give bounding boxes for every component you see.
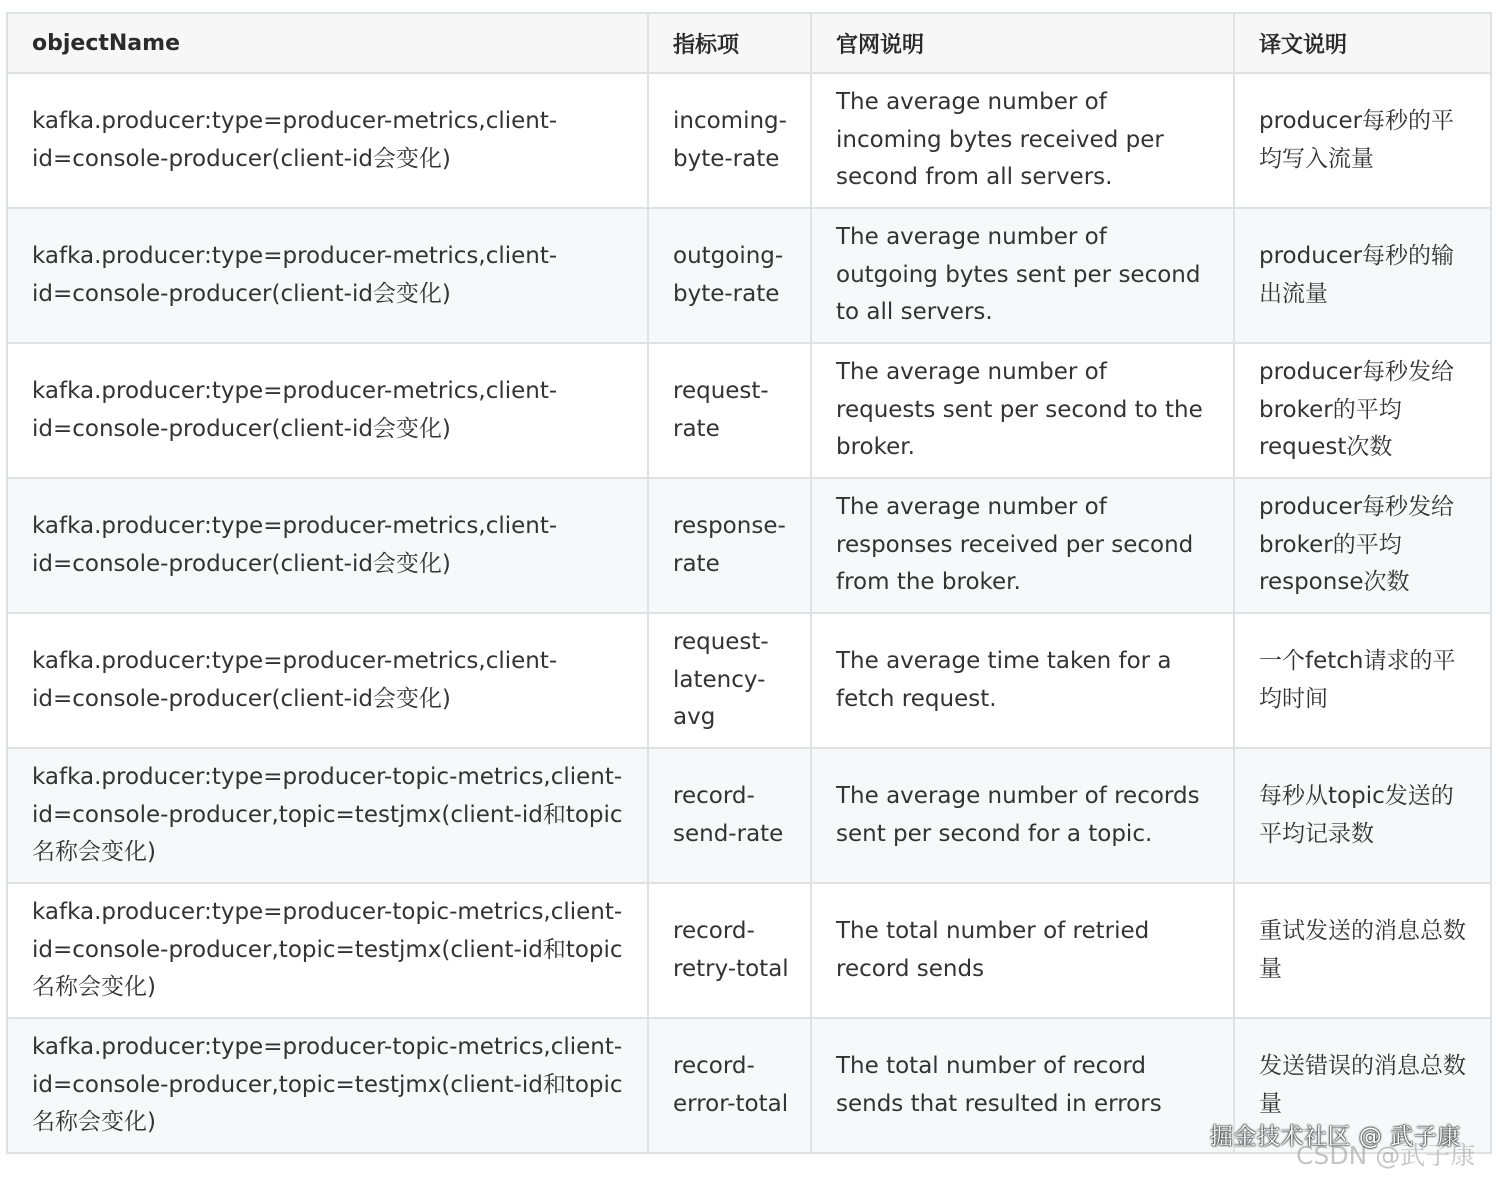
- cell-objectname: kafka.producer:type=producer-metrics,client-id=console-producer(client-id会变化): [7, 613, 648, 748]
- cell-official-description: The average number of records sent per second for a topic.: [811, 748, 1234, 883]
- table-row: [7, 478, 1491, 613]
- cell-objectname: kafka.producer:type=producer-metrics,client-id=console-producer(client-id会变化): [7, 343, 648, 478]
- cell-translation: producer每秒发给broker的平均response次数: [1234, 478, 1491, 613]
- cell-objectname: kafka.producer:type=producer-metrics,client-id=console-producer(client-id会变化): [7, 73, 648, 208]
- header-metric: 指标项: [648, 13, 811, 73]
- cell-translation: 每秒从topic发送的平均记录数: [1234, 748, 1491, 883]
- header-translation: 译文说明: [1234, 13, 1491, 73]
- cell-metric: request-rate: [648, 343, 811, 478]
- cell-translation: 一个fetch请求的平均时间: [1234, 613, 1491, 748]
- cell-objectname: kafka.producer:type=producer-topic-metrics,client-id=console-producer,topic=testjmx(client-id和topic名称会变化): [7, 883, 648, 1018]
- cell-metric: record-send-rate: [648, 748, 811, 883]
- cell-metric: outgoing-byte-rate: [648, 208, 811, 343]
- cell-metric: record-retry-total: [648, 883, 811, 1018]
- csdn-watermark: CSDN @武子康: [1296, 1141, 1476, 1170]
- cell-translation: producer每秒的平均写入流量: [1234, 73, 1491, 208]
- juejin-watermark: 掘金技术社区 @ 武子康: [1210, 1124, 1461, 1150]
- cell-official-description: The average number of incoming bytes received per second from all servers.: [811, 73, 1234, 208]
- cell-metric: incoming-byte-rate: [648, 73, 811, 208]
- cell-translation: producer每秒的输出流量: [1234, 208, 1491, 343]
- cell-official-description: The total number of record sends that resulted in errors: [811, 1018, 1234, 1153]
- cell-metric: record-error-total: [648, 1018, 811, 1153]
- metrics-table: [6, 12, 1492, 1154]
- cell-official-description: The average number of outgoing bytes sent per second to all servers.: [811, 208, 1234, 343]
- table-row: [7, 883, 1491, 1018]
- cell-objectname: kafka.producer:type=producer-metrics,client-id=console-producer(client-id会变化): [7, 478, 648, 613]
- cell-objectname: kafka.producer:type=producer-metrics,client-id=console-producer(client-id会变化): [7, 208, 648, 343]
- cell-official-description: The average number of responses received per second from the broker.: [811, 478, 1234, 613]
- table-header-row: [7, 13, 1491, 73]
- cell-metric: request-latency-avg: [648, 613, 811, 748]
- header-official-description: 官网说明: [811, 13, 1234, 73]
- table-row: [7, 613, 1491, 748]
- cell-translation: producer每秒发给broker的平均request次数: [1234, 343, 1491, 478]
- cell-metric: response-rate: [648, 478, 811, 613]
- header-objectname: objectName: [7, 13, 648, 73]
- cell-objectname: kafka.producer:type=producer-topic-metrics,client-id=console-producer,topic=testjmx(client-id和topic名称会变化): [7, 1018, 648, 1153]
- cell-official-description: The average number of requests sent per second to the broker.: [811, 343, 1234, 478]
- cell-official-description: The total number of retried record sends: [811, 883, 1234, 1018]
- table-row: [7, 73, 1491, 208]
- table-row: [7, 343, 1491, 478]
- table-row: [7, 748, 1491, 883]
- cell-translation: 发送错误的消息总数量: [1234, 1018, 1491, 1153]
- cell-objectname: kafka.producer:type=producer-topic-metrics,client-id=console-producer,topic=testjmx(client-id和topic名称会变化): [7, 748, 648, 883]
- table-row: [7, 208, 1491, 343]
- cell-official-description: The average time taken for a fetch request.: [811, 613, 1234, 748]
- cell-translation: 重试发送的消息总数量: [1234, 883, 1491, 1018]
